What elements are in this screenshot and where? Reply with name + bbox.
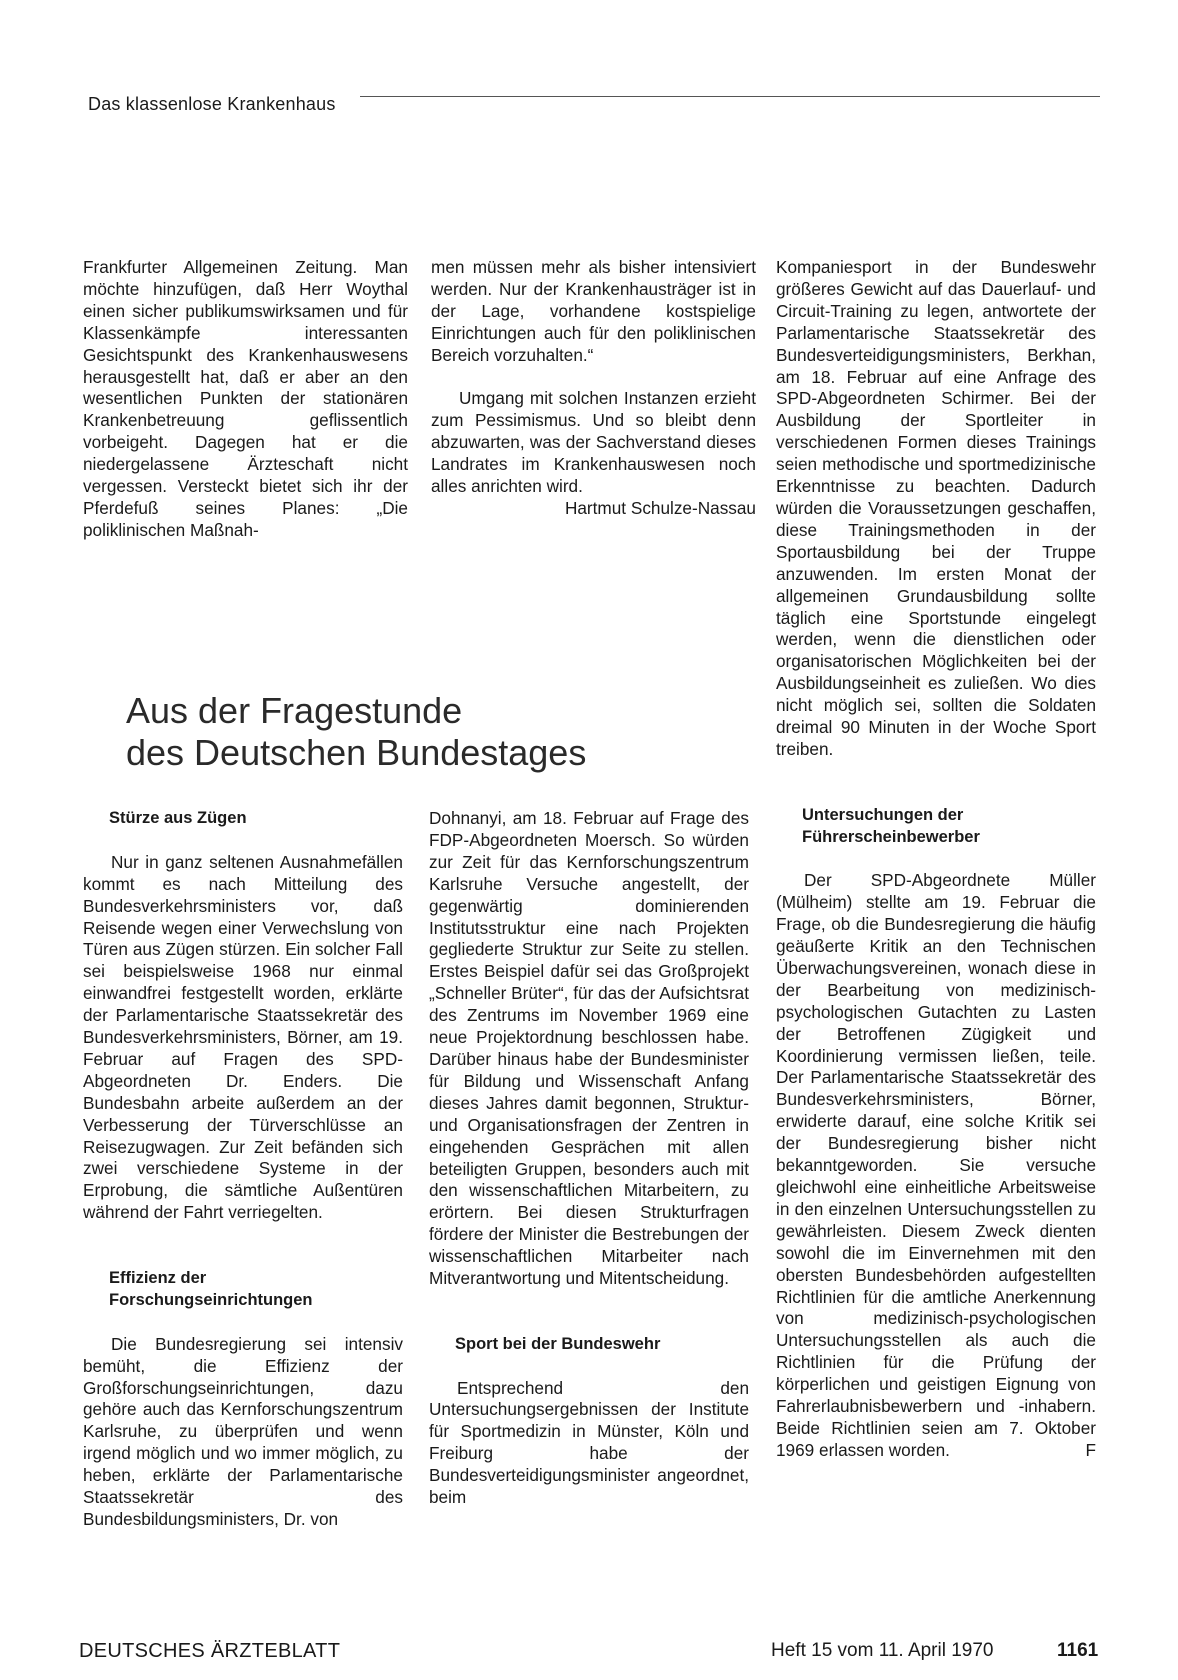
paragraph <box>776 870 1096 1461</box>
end-mark: F <box>1085 1439 1096 1460</box>
article-column-2 <box>431 257 756 520</box>
paragraph: Dohnanyi, am 18. Februar auf Frage des FDP-Abgeordneten Moersch. So würden zur Zeit für das Kernforschungszentrum Karlsruhe Versuche angestellt, der gegenwärtig dominierenden Institutsstruktur eine nach Projekten gegliederte Struktur zur Seite zu stellen. Erstes Beispiel dafür sei das Großprojekt „Schneller Brüter“, für das der Aufsichtsrat des Zentrums im November 1969 eine neue Projektordnung beschlossen habe. Darüber hinaus habe der Bundesminister für Bildung und Wissenschaft Anfang dieses Jahres damit begonnen, Struktur- und Organisationsfragen der Zentren in eingehenden Gesprächen mit allen beteiligten Gruppen, besonders auch mit den wissenschaftlichen Mitarbeitern, zu erörtern. Bei diesen Strukturfragen fördere der Minister die Bestrebungen der wissenschaftlichen Mitarbeiter nach Mitverantwortung und Mitentscheidung. <box>429 808 750 1289</box>
author-signature: Hartmut Schulze-Nassau <box>564 497 756 518</box>
column-1-lower <box>83 808 403 1531</box>
article-column-1 <box>83 257 408 542</box>
paragraph: Entsprechend den Untersuchungsergebnissen der Institute für Sportmedizin in Münster, Köln und Freiburg habe der Bundesverteidigungsminister angeordnet, beim <box>429 1377 749 1508</box>
column-3 <box>776 257 1096 1462</box>
page-number: 1161 <box>1057 1640 1099 1661</box>
subheading: Effizienz der Forschungseinrichtungen <box>109 1268 313 1309</box>
paragraph: Kompaniesport in der Bundeswehr größeres Gewicht auf das Dauerlauf- und Circuit-Training zu legen, antwortete der Parlamentarische Staatssekretär des Bundesverteidigungsministers, Berkhan, am 18. Februar auf eine Anfrage des SPD-Abgeordneten Schirmer. Bei der Ausbildung der Sportleiter in verschiedenen Formen dieses Trainings seien methodische und sportmedizinische Erkenntnisse zu beachten. Dadurch würden die Voraussetzungen geschaffen, diese Trainingsmethoden in der Sportausbildung bei der Truppe anzuwenden. Im ersten Monat der allgemeinen Grundausbildung sollte täglich eine Sportstunde eingelegt werden, wenn die dienstlichen oder organisatorischen Möglichkeiten bei der Ausbildungseinheit es zuließen. Wo dies nicht möglich sei, sollten die Soldaten dreimal 90 Minuten in der Woche Sport treiben. <box>776 257 1096 759</box>
subheading: Stürze aus Zügen <box>109 809 247 827</box>
section-title <box>126 690 586 774</box>
subheading: Untersuchungen der Führerscheinbewerber <box>802 805 980 846</box>
header-rule <box>360 96 1100 97</box>
paragraph: men müssen mehr als bisher intensiviert werden. Nur der Krankenhausträger ist in der Lage, vorhandene kostspielige Einrichtungen auch für den poliklinischen Bereich vorzuhalten.“ <box>431 257 756 365</box>
issue-info: Heft 15 vom 11. April 1970 <box>771 1640 994 1661</box>
paragraph: Frankfurter Allgemeinen Zeitung. Man möchte hinzufügen, daß Herr Woythal einen sicher publikumswirksamen und für Klassenkämpfe interessanten Gesichtspunkt des Krankenhauswesens herausgestellt hat, daß er aber an den wesentlichen Punkten der stationären Krankenbetreuung geflissentlich vorbeigeht. Dagegen hat er die niedergelassene Ärzteschaft nicht vergessen. Versteckt bietet sich ihr der Pferdefuß seines Planes: „Die poliklinischen Maßnah- <box>83 257 408 540</box>
paragraph-text: Der SPD-Abgeordnete Müller (Mülheim) stellte am 19. Februar die Frage, ob die Bundesregierung die häufig geäußerte Kritik an den Technischen Überwachungsvereinen, wonach diese in der Bearbeitung von medizinisch-psychologischen Gutachten zu Lasten der Betroffenen Zügigkeit und Koordinierung vermissen ließen, teile. Der Parlamentarische Staatssekretär des Bundesverkehrsministers, Börner, erwiderte darauf, eine solche Kritik sei der Bundesregierung bisher nicht bekanntgeworden. Sie versuche gleichwohl eine einheitliche Arbeitsweise in den einzelnen Untersuchungsstellen zu gewährleisten. Diesem Zweck dienten sowohl die im Einvernehmen mit den obersten Bundesbehörden aufgestellten Richtlinien für die amtliche Anerkennung von medizinisch-psychologischen Untersuchungsstellen als auch die Richtlinien für die Prüfung der körperlichen und geistigen Eignung von Fahrerlaubnisbewerbern und -inhabern. Beide Richtlinien seien am 7. Oktober 1969 erlassen worden. <box>776 870 1096 1460</box>
paragraph: Nur in ganz seltenen Ausnahmefällen kommt es nach Mitteilung des Bundesverkehrsministers vor, daß Reisende wegen einer Verwechslung von Türen aus Zügen stürzen. Ein solcher Fall sei beispielsweise 1968 nur einmal einwandfrei festgestellt worden, erklärte der Parlamentarische Staatssekretär des Bundesverkehrsministers, Börner, am 19. Februar auf Fragen des SPD-Abgeordneten Dr. Enders. Die Bundesbahn arbeite außerdem an der Verbesserung der Türverschlüsse an Reisezugwagen. Zur Zeit befänden sich zwei verschiedene Systeme in der Erprobung, die sämtliche Außentüren während der Fahrt verriegelten. <box>83 851 403 1223</box>
section-title-line-2: des Deutschen Bundestages <box>126 732 587 773</box>
subheading: Sport bei der Bundeswehr <box>455 1334 661 1353</box>
paragraph: Umgang mit solchen Instanzen erzieht zum Pessimismus. Und so bleibt denn abzuwarten, was der Sachverstand dieses Landrates im Krankenhauswesen noch alles anrichten wird. <box>431 388 756 497</box>
paragraph: Die Bundesregierung sei intensiv bemüht, die Effizienz der Großforschungseinrichtungen, dazu gehöre auch das Kernforschungszentrum Karlsruhe, zu überprüfen und wenn irgend möglich und wo immer möglich, zu heben, erklärte der Parlamentarische Staatssekretär des Bundesbildungsministers, Dr. von <box>83 1333 403 1529</box>
column-2-lower <box>429 808 749 1509</box>
section-title-line-1: Aus der Fragestunde <box>126 690 463 731</box>
running-head: Das klassenlose Krankenhaus <box>88 94 336 114</box>
journal-name: DEUTSCHES ÄRZTEBLATT <box>79 1640 341 1662</box>
